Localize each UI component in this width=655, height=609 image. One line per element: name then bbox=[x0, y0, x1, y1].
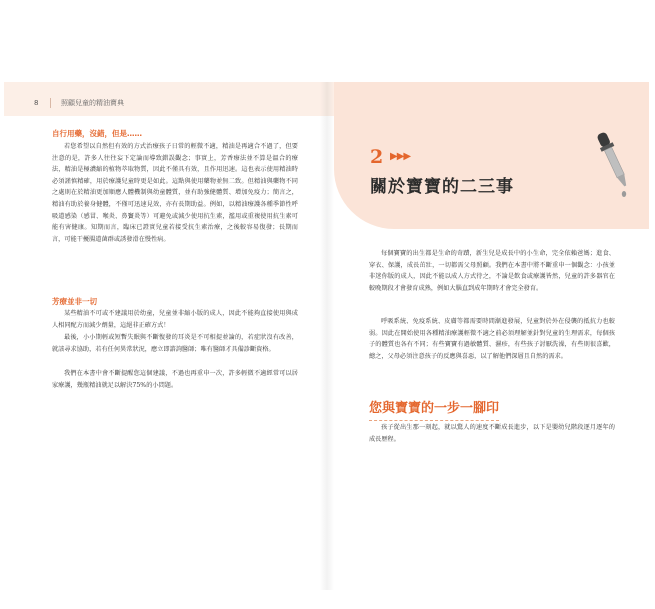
book-spread bbox=[4, 82, 649, 590]
section-heading: 芳療並非一切 bbox=[52, 297, 97, 306]
chapter-panel bbox=[334, 82, 649, 229]
body-paragraph: 若您希望以自然但有效的方式治療孩子日常的輕微不適，精油是再適合不過了，但要注意的是，許多人往往妄下定論而導致錯誤觀念；事實上，芳香療法並不算是溫合的療法，精油是極濃縮的植物萃取物質，因此不僅具有效，且作用迅速。這也表示使用精油時必須謹慎精確，用於療護兒童時更是如此。這點與使用藥物並無二致。但精油與藥物不同之處則在於精油更加順應人體機制與幼童體質，並有助強健體質、增加免疫力；簡言之，精油有助於養身健體，不僅可迅速見效，亦有長期助益。例如，以精油療護各種季節性呼吸道感染（感冒、喉炎、鼻竇炎等）可避免或減少使用抗生素，濫用或重複使用抗生素可能有害健康。知期而言，臨床已證實兒童若接受抗生素治療，之後較容易復發；長期而言，可能干擾腸道菌群或誘發滑在慢性病。 bbox=[52, 143, 298, 243]
body-paragraph: 孩子從出生那一刻起，就以驚人的速度不斷成長進步，以下是嬰幼兒階段逐月逐年的成長歷程。 bbox=[369, 424, 615, 443]
section-heading: 您與寶寶的一步一腳印 bbox=[369, 397, 499, 421]
body-paragraph: 某些精油不可或不建議用於幼童，兒童並非縮小版的成人，因此不能夠直接使用與成人相同配方而減少劑量，這絕非正確方式！ bbox=[52, 310, 298, 329]
chapter-arrows: ▶▶▶ bbox=[390, 151, 411, 162]
chapter-title: 關於寶寶的二三事 bbox=[370, 177, 514, 197]
body-paragraph: 我們在本書中會不斷提醒您這個建議，不過也再重申一次，許多輕微不適經常可以居家療護，幾瓶精油就足以解決75%的小問題。 bbox=[52, 370, 298, 389]
page-number: 8 bbox=[34, 99, 39, 107]
body-paragraph: 每個寶寶的出生都是生命的奇蹟，新生兒是成長中的小生命，完全依賴爸媽；進食、穿衣、保護，成長茁壯，一切都需父母照顧。我們在本書中將不斷重申一個觀念：小孩並非迷你版的成人，因此不能以成人方式待之，不論是飲食或療護皆然，兒童的許多器官在較晚期段才會發育成熟，例如大腦直到成年期時才會完全發育。 bbox=[369, 250, 615, 292]
section-heading: 自行用藥，沒錯，但是…… bbox=[52, 129, 142, 138]
body-paragraph: 最後，小小期輕或短暫失眠與不斷復發的耳炎是不可相提並論的，若症狀沒有改善，就該尋求協助，若有任何異常狀況，應立即諮詢醫師；唯有醫師才具備診斷資格。 bbox=[52, 334, 298, 353]
running-title: 照顧兒童的精油寶典 bbox=[50, 98, 124, 108]
chapter-number: 2 bbox=[370, 146, 384, 168]
body-paragraph: 呼吸系統、免疫系統、皮膚等都需要時間漸進發展，兒童對於外在侵襲的抵抗力也較弱。因此在開始使用各種精油療護輕微不適之前必須理解並針對兒童的生理需求，每個孩子的體質也各有不同；有些寶寶有過敏體質、濕疹，有些孩子討厭洗澡，有些則很喜歡，總之，父母必須注意孩子的反應與喜惡，以了解他們深層且自然的需求。 bbox=[369, 318, 615, 360]
dropper-icon bbox=[596, 126, 636, 206]
gutter bbox=[320, 82, 334, 590]
